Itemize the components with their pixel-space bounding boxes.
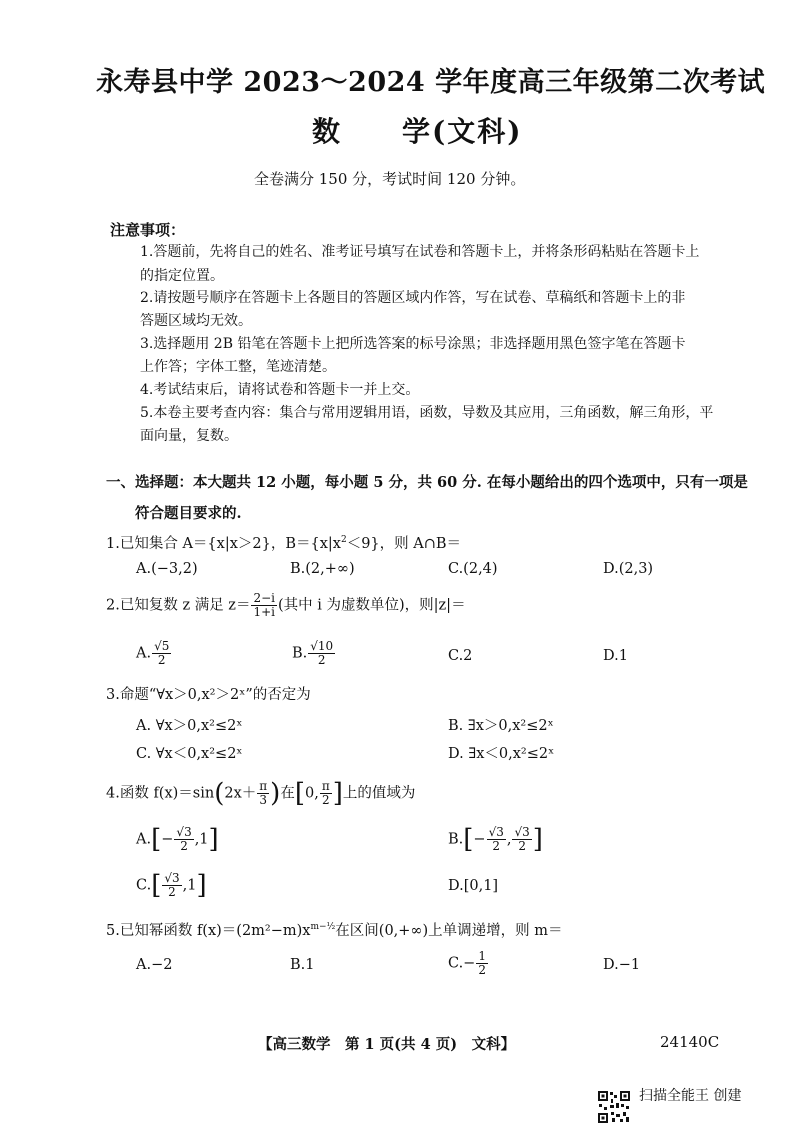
q4-c-label: C.: [136, 877, 152, 894]
exam-code: 24140C: [660, 1033, 720, 1051]
q4-three: 3: [259, 793, 268, 807]
bracket-right-icon: ]: [532, 824, 543, 855]
q5-c-num: 1: [478, 949, 486, 963]
q2-option-c: C.2: [448, 648, 473, 664]
bracket-left-icon: [: [294, 778, 305, 809]
q3-option-a: A. ∀x＞0,x²≤2ˣ: [136, 718, 243, 734]
q3-option-d: D. ∃x＜0,x²≤2ˣ: [448, 746, 555, 762]
q2-a-label: A.: [136, 645, 152, 662]
q2-option-a: [136, 640, 172, 667]
q2-stem-b: (其中 i 为虚数单位)，则|z|＝: [277, 597, 466, 614]
bracket-left-icon: [: [151, 870, 162, 901]
q4-b-rad2: 3: [522, 825, 530, 839]
q4-a-label: A.: [136, 831, 152, 848]
bracket-left-icon: [: [463, 824, 474, 855]
sqrt-icon: √: [154, 639, 162, 653]
notice-line: 4.考试结束后，请将试卷和答题卡一并上交。: [140, 382, 420, 398]
q4-option-c: [136, 872, 207, 899]
q2-a-den: 2: [157, 653, 166, 667]
q4-a-rad: 3: [184, 825, 192, 839]
question-5-stem: [106, 919, 563, 940]
sqrt-icon: √: [310, 639, 318, 653]
q5-stem-a: 5.已知幂函数 f(x)＝(2m²−m)x: [106, 923, 311, 939]
q2-b-frac: [308, 640, 335, 667]
q4-frac-pi3: [257, 780, 269, 807]
question-3-stem: 3.命题“∀x＞0,x²＞2ˣ”的否定为: [106, 687, 311, 703]
q4-a-neg: −: [161, 831, 174, 848]
notice-line: 答题区域均无效。: [140, 313, 252, 329]
q2-b-den: 2: [317, 653, 326, 667]
q3-option-c: C. ∀x＜0,x²≤2ˣ: [136, 746, 243, 762]
question-2-stem: [106, 592, 466, 619]
q4-option-d: D.[0,1]: [448, 878, 499, 894]
q1-stem-c: ＜9}，则 A∩B＝: [346, 536, 462, 552]
q4-frac-pi2: [320, 780, 332, 807]
q5-option-d: D.−1: [603, 957, 641, 973]
q5-c-label: C.−: [448, 955, 476, 972]
notice-line: 5.本卷主要考查内容：集合与常用逻辑用语，函数，导数及其应用，三角函数，解三角形，平: [140, 405, 714, 421]
q4-option-a: [136, 826, 219, 853]
question-4-stem: [106, 780, 415, 807]
q5-option-b: B.1: [290, 957, 315, 973]
notice-line: 2.请按题号顺序在答题卡上各题目的答题区域内作答，写在试卷、草稿纸和答题卡上的非: [140, 290, 686, 306]
section-heading-cont: 符合题目要求的.: [135, 505, 242, 522]
sqrt-icon: √: [164, 871, 172, 885]
q4-stem-e: 上的值域为: [342, 785, 416, 802]
q2-frac-num: 2−i: [253, 591, 275, 605]
q1-stem-b: A＝{x|x＞2}，B＝{x|x: [182, 536, 341, 552]
q4-stem-b: 2x＋: [224, 785, 257, 802]
q2-b-rad: 10: [317, 639, 334, 653]
q2-fraction: [251, 592, 277, 619]
q4-stem-d: 0,: [304, 785, 319, 802]
paren-right-icon: ): [270, 778, 281, 809]
q4-b-den: 2: [492, 839, 501, 853]
q4-b-rad: 3: [496, 825, 504, 839]
q4-pi-2: π: [321, 779, 330, 793]
q4-b-den2: 2: [518, 839, 526, 853]
q2-option-b: [292, 640, 336, 667]
page-footer: 【高三数学 第 1 页(共 4 页) 文科】: [258, 1036, 516, 1053]
bracket-right-icon: ]: [332, 778, 343, 809]
paren-left-icon: (: [214, 778, 225, 809]
q4-stem-a: 4.函数 f(x)＝sin: [106, 785, 215, 802]
q4-stem-c: 在: [280, 785, 295, 802]
notice-line: 的指定位置。: [140, 268, 224, 284]
q2-option-d: D.1: [603, 648, 628, 664]
notice-line: 上作答；字体工整，笔迹清楚。: [140, 359, 336, 375]
sqrt-icon: √: [176, 825, 185, 839]
notice-heading: 注意事项：: [110, 221, 186, 239]
q4-c-den: 2: [168, 885, 176, 899]
full-score-note: 全卷满分 150 分，考试时间 120 分钟。: [254, 170, 526, 188]
q1-option-a: A.(−3,2): [136, 561, 198, 577]
q4-a-den: 2: [180, 839, 188, 853]
q2-frac-den: 1+i: [253, 605, 275, 619]
q2-stem-a: 2.已知复数 z 满足 z＝: [106, 597, 251, 614]
q4-a-tail: ,1: [194, 831, 209, 848]
sqrt-icon: √: [514, 825, 523, 839]
q4-pi: π: [259, 779, 268, 793]
q2-a-frac: [152, 640, 171, 667]
q1-stem-a: 1.已知集合: [106, 536, 183, 552]
q4-b-frac1: [487, 826, 506, 853]
q2-b-label: B.: [292, 645, 308, 662]
watermark-text: 扫描全能王 创建: [639, 1088, 742, 1104]
notice-line: 1.答题前，先将自己的姓名、准考证号填写在试卷和答题卡上，并将条形码粘贴在答题卡上: [140, 244, 700, 260]
q4-b-frac2: [512, 826, 531, 853]
q4-c-rad: 3: [172, 871, 180, 885]
q4-b-neg: −: [473, 831, 486, 848]
q1-option-b: B.(2,+∞): [290, 561, 355, 577]
notice-line: 面向量，复数。: [140, 428, 238, 444]
qr-code-icon: [597, 1090, 631, 1124]
section-heading: 一、选择题：本大题共 12 小题，每小题 5 分，共 60 分. 在每小题给出的四个选项中，只有一项是: [106, 474, 748, 491]
q4-c-frac: [162, 872, 181, 899]
q3-option-b: B. ∃x＞0,x²≤2ˣ: [448, 718, 554, 734]
q5-option-a: A.−2: [136, 957, 173, 973]
q4-b-label: B.: [448, 831, 464, 848]
q5-c-frac: [476, 950, 488, 977]
q4-option-b: B.[− $\frac{√3}{2}$ , $\frac{√3}{2}$ ]: [448, 824, 543, 855]
q5-stem-b: 在区间(0,+∞)上单调递增，则 m＝: [335, 923, 563, 939]
bracket-right-icon: ]: [208, 824, 219, 855]
bracket-left-icon: [: [151, 824, 162, 855]
q4-c-tail: ,1: [182, 877, 197, 894]
notice-line: 3.选择题用 2B 铅笔在答题卡上把所选答案的标号涂黑；非选择题用黑色签字笔在答题卡: [140, 336, 686, 352]
exam-title: 永寿县中学 2023～2024 学年度高三年级第二次考试: [96, 67, 766, 98]
q1-option-d: D.(2,3): [603, 561, 654, 577]
question-1-stem: [106, 532, 461, 553]
q1-sup: 2: [340, 535, 347, 545]
q2-a-rad: 5: [161, 639, 170, 653]
q5-option-c: [448, 950, 489, 977]
q5-c-den: 2: [478, 963, 486, 977]
sqrt-icon: √: [488, 825, 497, 839]
q4-two: 2: [321, 793, 330, 807]
bracket-right-icon: ]: [196, 870, 207, 901]
q4-a-frac: [174, 826, 193, 853]
q1-option-c: C.(2,4): [448, 561, 498, 577]
subject-title: 数 学(文科): [312, 115, 523, 148]
q5-sup: m−½: [310, 922, 336, 932]
